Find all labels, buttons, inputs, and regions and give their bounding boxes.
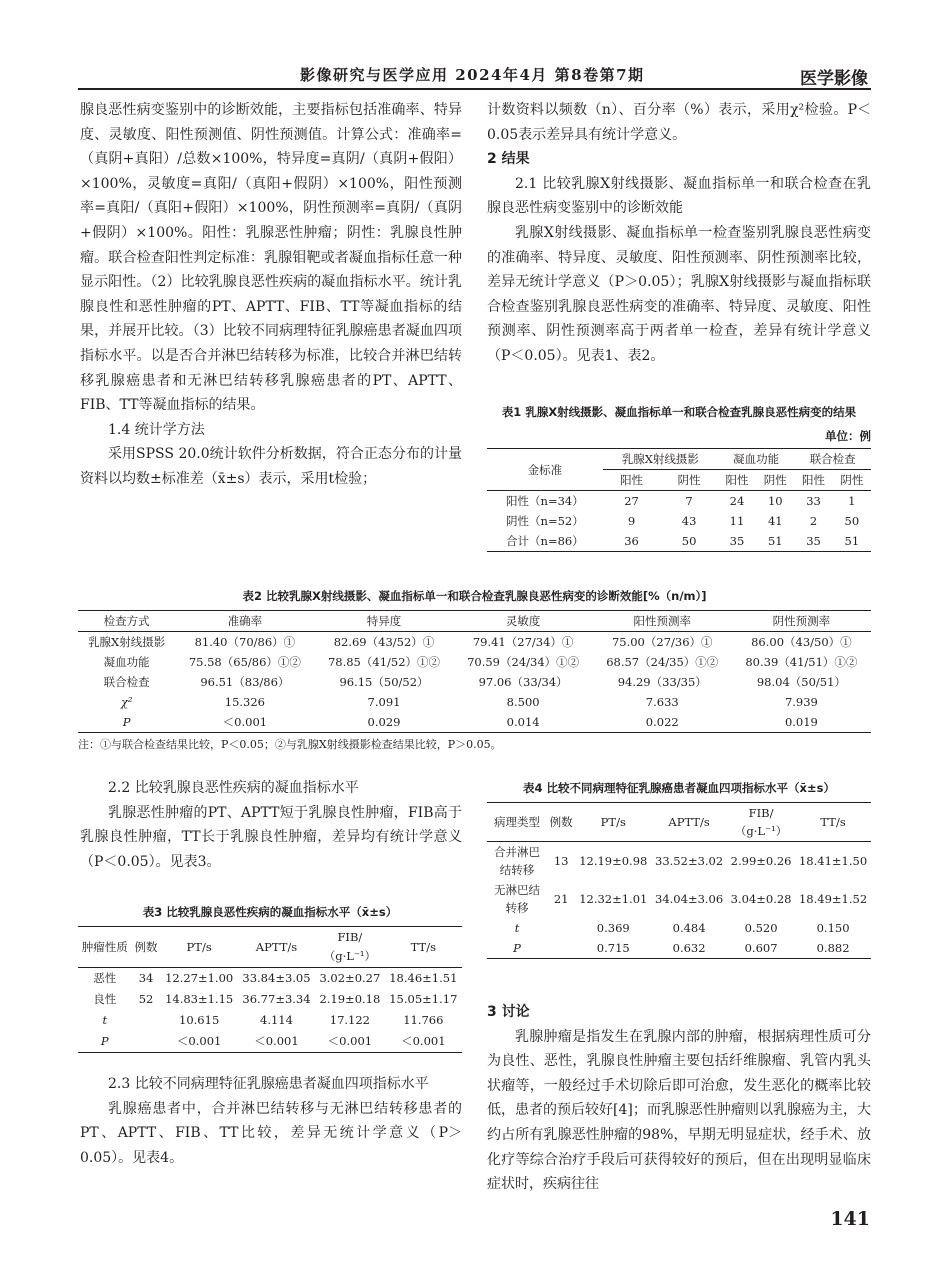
table-cell: 0.607	[744, 941, 778, 955]
table-cell: 80.39（41/51）①②	[745, 655, 858, 669]
table-cell: 12.32±1.01	[579, 892, 648, 906]
table-cell: 18.41±1.50	[798, 854, 868, 868]
table-3-header	[315, 927, 384, 968]
header-rule	[78, 88, 871, 90]
table-1-header: 乳腺X射线摄影	[603, 449, 718, 470]
table-2-header: 准确率	[227, 614, 263, 628]
table-cell: 36	[624, 534, 639, 548]
table-cell: 75.00（27/36）①	[611, 635, 713, 649]
table-3-header: 例数	[134, 939, 158, 954]
table-row	[487, 938, 871, 959]
table-cell: 94.29（33/35）	[617, 675, 707, 689]
table-cell: 合并淋巴结转移	[494, 845, 540, 877]
table-1-header: 金标准	[487, 449, 603, 491]
table-cell: ＜0.001	[254, 1034, 299, 1048]
table-cell: 50	[681, 534, 697, 548]
table-cell: 0.019	[784, 715, 818, 729]
table-cell: 86.00（43/50）①	[751, 635, 852, 649]
table-cell: 96.15（50/52）	[339, 675, 429, 689]
table-row	[78, 632, 871, 653]
table-cell: 82.69（43/52）①	[333, 635, 435, 649]
section-3	[487, 1000, 871, 1197]
heading-2-1: 2.1 比较乳腺X射线摄影、凝血指标单一和联合检查在乳腺良恶性病变鉴别中的诊断效能	[487, 175, 871, 217]
table-cell: 恶性	[93, 971, 117, 985]
table-cell: 18.46±1.51	[389, 971, 458, 985]
table-1-unit: 单位：例	[825, 429, 871, 443]
table-cell: 43	[681, 514, 697, 528]
table-4-header: PT/s	[600, 815, 626, 829]
table-2-note: 注：①与联合检查结果比较，P＜0.05；②与乳腺X射线摄影检查结果比较，P＞0.05。	[78, 738, 502, 751]
table-1-subheader: 阳性	[725, 473, 749, 487]
table-cell: 7.091	[367, 695, 401, 709]
table-cell: 81.40（70/86）①	[194, 635, 296, 649]
right-paragraph-1: 计数资料以频数（n）、百分率（%）表示，采用χ²检验。P＜0.05表示差异具有统计学意义。	[487, 102, 871, 143]
table-cell: 12.27±1.00	[165, 971, 234, 985]
table-cell: 阴性（n=52）	[506, 514, 584, 528]
table-cell: 合计（n=86）	[506, 534, 584, 548]
table-cell: 52	[138, 992, 154, 1006]
table-3-caption: 表3 比较乳腺良恶性疾病的凝血指标水平（x̄±s）	[142, 905, 398, 919]
fib-unit: （g·L⁻¹）	[734, 824, 788, 838]
table-1-caption: 表1 乳腺X射线摄影、凝血指标单一和联合检查乳腺良恶性病变的结果	[501, 405, 857, 419]
table-cell: t	[514, 921, 520, 935]
table-cell: 10.615	[179, 1013, 220, 1027]
table-cell: 34	[138, 971, 154, 985]
table-2-caption: 表2 比较乳腺X射线摄影、凝血指标单一和联合检查乳腺良恶性病变的诊断效能[%（n/m）]	[242, 589, 707, 603]
table-2-header: 灵敏度	[505, 614, 541, 628]
table-1	[487, 404, 871, 552]
table-cell: t	[102, 1013, 108, 1027]
page-number: 141	[830, 1208, 870, 1230]
table-cell	[132, 1010, 161, 1031]
table-cell: 良性	[93, 992, 117, 1006]
table-2-header: 特异度	[366, 614, 402, 628]
table-cell: 15.05±1.17	[389, 992, 458, 1006]
table-cell: 2	[809, 514, 818, 528]
table-cell: 96.51（83/86）	[200, 675, 290, 689]
table-cell: 0.484	[672, 921, 706, 935]
table-cell: 14.83±1.15	[165, 992, 234, 1006]
table-row	[78, 672, 871, 692]
table-cell: 8.500	[506, 695, 540, 709]
table-cell: 78.85（41/52）①②	[327, 655, 441, 669]
table-4-header: 例数	[549, 815, 573, 829]
table-cell: 34.04±3.06	[655, 892, 724, 906]
table-cell: 50	[844, 514, 860, 528]
table-4-header	[727, 803, 795, 842]
table-cell: 98.04（50/51）	[756, 675, 846, 689]
section-3-paragraph: 乳腺肿瘤是指发生在乳腺内部的肿瘤，根据病理性质可分为良性、恶性，乳腺良性肿瘤主要包括纤维腺瘤、乳管内乳头状瘤等，一般经过手术切除后即可治愈，发生恶化的概率比较低，患者的预后较好[4]；而乳腺恶性肿瘤则以乳腺癌为主，大约占所有乳腺恶性肿瘤的98%，早期无明显症状，经手术、放化疗等综合治疗手段后可获得较好的预后，但在出现明显临床症状时，疾病往往	[487, 1028, 871, 1193]
table-4	[487, 780, 871, 959]
table-cell: 24	[729, 494, 745, 508]
heading-2: 2 结果	[487, 151, 530, 168]
table-cell: 3.02±0.27	[319, 971, 381, 985]
heading-2-3: 2.3 比较不同病理特征乳腺癌患者凝血四项指标水平	[108, 1076, 429, 1092]
table-cell: 0.520	[744, 921, 778, 935]
table-cell: ＜0.001	[327, 1034, 373, 1048]
table-cell: 21	[553, 892, 569, 906]
table-cell: 51	[767, 534, 783, 548]
table-1-header: 凝血功能	[718, 449, 795, 470]
section-2-2-paragraph: 乳腺恶性肿瘤的PT、APTT短于乳腺良性肿瘤，FIB高于乳腺良性肿瘤，TT长于乳腺良性肿瘤，差异均有统计学意义（P＜0.05）。见表3。	[80, 804, 462, 870]
table-cell: 36.77±3.34	[242, 992, 311, 1006]
table-cell: χ²	[120, 695, 133, 709]
table-cell: 35	[729, 534, 745, 548]
table-3-header: APTT/s	[255, 939, 298, 954]
table-cell: 13	[553, 854, 569, 868]
table-cell: 7.633	[645, 695, 679, 709]
table-cell: 12.19±0.98	[579, 854, 648, 868]
table-cell: 0.632	[672, 941, 706, 955]
table-cell: 11.766	[403, 1013, 444, 1027]
table-2-header: 阳性预测率	[633, 614, 691, 628]
table-1-subheader: 阳性	[620, 473, 644, 487]
table-cell: 阳性（n=34）	[506, 494, 584, 508]
table-cell: 4.114	[260, 1013, 293, 1027]
table-row	[78, 1031, 462, 1053]
section-2-2	[80, 776, 462, 874]
table-cell: 17.122	[329, 1013, 370, 1027]
heading-1-4: 1.4 统计学方法	[108, 421, 205, 438]
table-cell: 凝血功能	[103, 655, 150, 669]
table-cell: 7.939	[784, 695, 818, 709]
table-4-header: APTT/s	[668, 815, 710, 829]
fib-label: FIB/	[337, 930, 363, 944]
table-cell: 33.52±3.02	[655, 854, 724, 868]
table-cell: 75.58（65/86）①②	[188, 655, 301, 669]
left-column	[80, 98, 462, 492]
table-3-header: 肿瘤性质	[81, 939, 128, 954]
right-column	[487, 98, 871, 369]
table-cell: 97.06（33/34）	[478, 675, 568, 689]
left-paragraph-2: 采用SPSS 20.0统计软件分析数据，符合正态分布的计量资料以均数±标准差（x̄±s）表示，采用t检验；	[80, 446, 462, 487]
table-row	[78, 1010, 462, 1031]
table-cell: 41	[767, 514, 783, 528]
right-paragraph-2: 乳腺X射线摄影、凝血指标单一检查鉴别乳腺良恶性病变的准确率、特异度、灵敏度、阳性预测率、阴性预测率比较，差异无统计学意义（P＞0.05）；乳腺X射线摄影与凝血指标联合检查鉴别乳腺良恶性病变的准确率、特异度、灵敏度、阳性预测率、阴性预测率高于两者单一检查，差异有统计学意义（P＜0.05）。见表1、表2。	[487, 224, 871, 364]
table-row	[487, 918, 871, 938]
table-cell: ＜0.001	[222, 715, 268, 729]
table-1-subheader: 阳性	[802, 473, 826, 487]
table-cell: 9	[627, 514, 636, 528]
table-1-header: 联合检查	[794, 449, 871, 470]
table-cell: P	[513, 941, 521, 955]
table-cell: 0.715	[596, 941, 630, 955]
table-2-grid	[78, 610, 871, 733]
table-cell: 33.84±3.05	[242, 971, 311, 985]
table-cell: 2.19±0.18	[319, 992, 381, 1006]
table-cell: 0.369	[596, 921, 630, 935]
table-cell: 0.022	[645, 715, 679, 729]
table-cell: 7	[685, 494, 693, 508]
table-1-subheader: 阴性	[677, 473, 701, 487]
table-1-subheader: 阴性	[840, 473, 864, 487]
table-cell: 68.57（24/35）①②	[606, 655, 719, 669]
table-cell: 18.49±1.52	[798, 892, 868, 906]
heading-2-2: 2.2 比较乳腺良恶性疾病的凝血指标水平	[108, 780, 359, 796]
table-row	[78, 692, 871, 712]
table-row	[487, 511, 871, 531]
table-cell: 0.014	[506, 715, 540, 729]
table-1-subheader: 阴性	[763, 473, 787, 487]
table-row	[487, 842, 871, 881]
table-cell: 乳腺X射线摄影	[88, 635, 166, 649]
table-2-header: 阴性预测率	[772, 614, 831, 628]
left-paragraph-1: 腺良恶性病变鉴别中的诊断效能，主要指标包括准确率、特异度、灵敏度、阳性预测值、阴性预测值。计算公式：准确率=（真阴+真阳）/总数×100%，特异度=真阴/（真阴+假阳）×100%，灵敏度=真阳/（真阳+假阴）×100%，阳性预测率=真阳/（真阳+假阳）×100%，阴性预测率=真阴/（真阴+假阴）×100%。阳性：乳腺恶性肿瘤；阴性：乳腺良性肿瘤。联合检查阳性判定标准：乳腺钼靶或者凝血指标任意一种显示阳性。（2）比较乳腺良恶性疾病的凝血指标水平。统计乳腺良性和恶性肿瘤的PT、APTT、FIB、TT等凝血指标的结果，并展开比较。（3）比较不同病理特征乳腺癌患者凝血四项指标水平。以是否合并淋巴结转移为标准，比较合并淋巴结转移乳腺癌患者和无淋巴结转移乳腺癌患者的PT、APTT、FIB、TT等凝血指标的结果。	[80, 102, 462, 414]
table-4-caption: 表4 比较不同病理特征乳腺癌患者凝血四项指标水平（x̄±s）	[523, 781, 835, 795]
table-cell: 2.99±0.26	[730, 854, 792, 868]
table-4-header: 病理类型	[494, 815, 540, 829]
table-cell: 35	[806, 534, 821, 548]
heading-3: 3 讨论	[487, 1004, 530, 1020]
table-cell: 10	[767, 494, 783, 508]
table-cell	[547, 938, 575, 959]
table-cell: 33	[806, 494, 821, 508]
table-cell: 27	[624, 494, 639, 508]
fib-label: FIB/	[748, 806, 774, 820]
fib-unit: （g·L⁻¹）	[323, 949, 377, 963]
table-cell: 1	[848, 494, 856, 508]
section-brand: 医学影像	[800, 69, 868, 89]
table-4-header: TT/s	[820, 815, 846, 829]
table-cell: 51	[844, 534, 860, 548]
table-3-header: TT/s	[410, 939, 436, 954]
section-2-3-paragraph: 乳腺癌患者中，合并淋巴结转移与无淋巴结转移患者的PT、APTT、FIB、TT比较，差异无统计学意义（P＞0.05）。见表4。	[80, 1100, 462, 1166]
table-row	[78, 968, 462, 990]
table-row	[78, 712, 871, 733]
table-cell: P	[122, 715, 131, 729]
table-cell: 3.04±0.28	[730, 892, 792, 906]
table-row	[487, 491, 871, 512]
table-row	[78, 989, 462, 1010]
journal-header: 影像研究与医学应用 2024年4月 第8卷第7期	[300, 66, 645, 84]
table-2-header: 检查方式	[103, 614, 150, 628]
table-cell: 70.59（24/34）①②	[467, 655, 580, 669]
table-3-grid	[78, 926, 462, 1053]
table-2	[78, 588, 871, 733]
table-3	[78, 904, 462, 1053]
table-cell: 0.150	[816, 921, 850, 935]
table-cell: 15.326	[224, 695, 265, 709]
table-1-grid	[487, 448, 871, 552]
table-row	[487, 531, 871, 552]
table-cell: 无淋巴结转移	[494, 883, 540, 915]
table-cell: 联合检查	[103, 675, 150, 689]
table-row	[78, 652, 871, 672]
table-cell: ＜0.001	[401, 1034, 446, 1048]
table-cell: 11	[729, 514, 745, 528]
table-3-header: PT/s	[186, 939, 212, 954]
table-cell: 0.029	[367, 715, 401, 729]
table-cell: 0.882	[816, 941, 850, 955]
table-cell	[547, 918, 575, 938]
table-row	[487, 880, 871, 918]
table-cell: ＜0.001	[176, 1034, 222, 1048]
table-cell: P	[100, 1034, 109, 1048]
table-cell	[132, 1031, 161, 1053]
table-4-grid	[487, 802, 871, 959]
section-2-3	[80, 1072, 462, 1170]
table-cell: 79.41（27/34）①	[472, 635, 574, 649]
